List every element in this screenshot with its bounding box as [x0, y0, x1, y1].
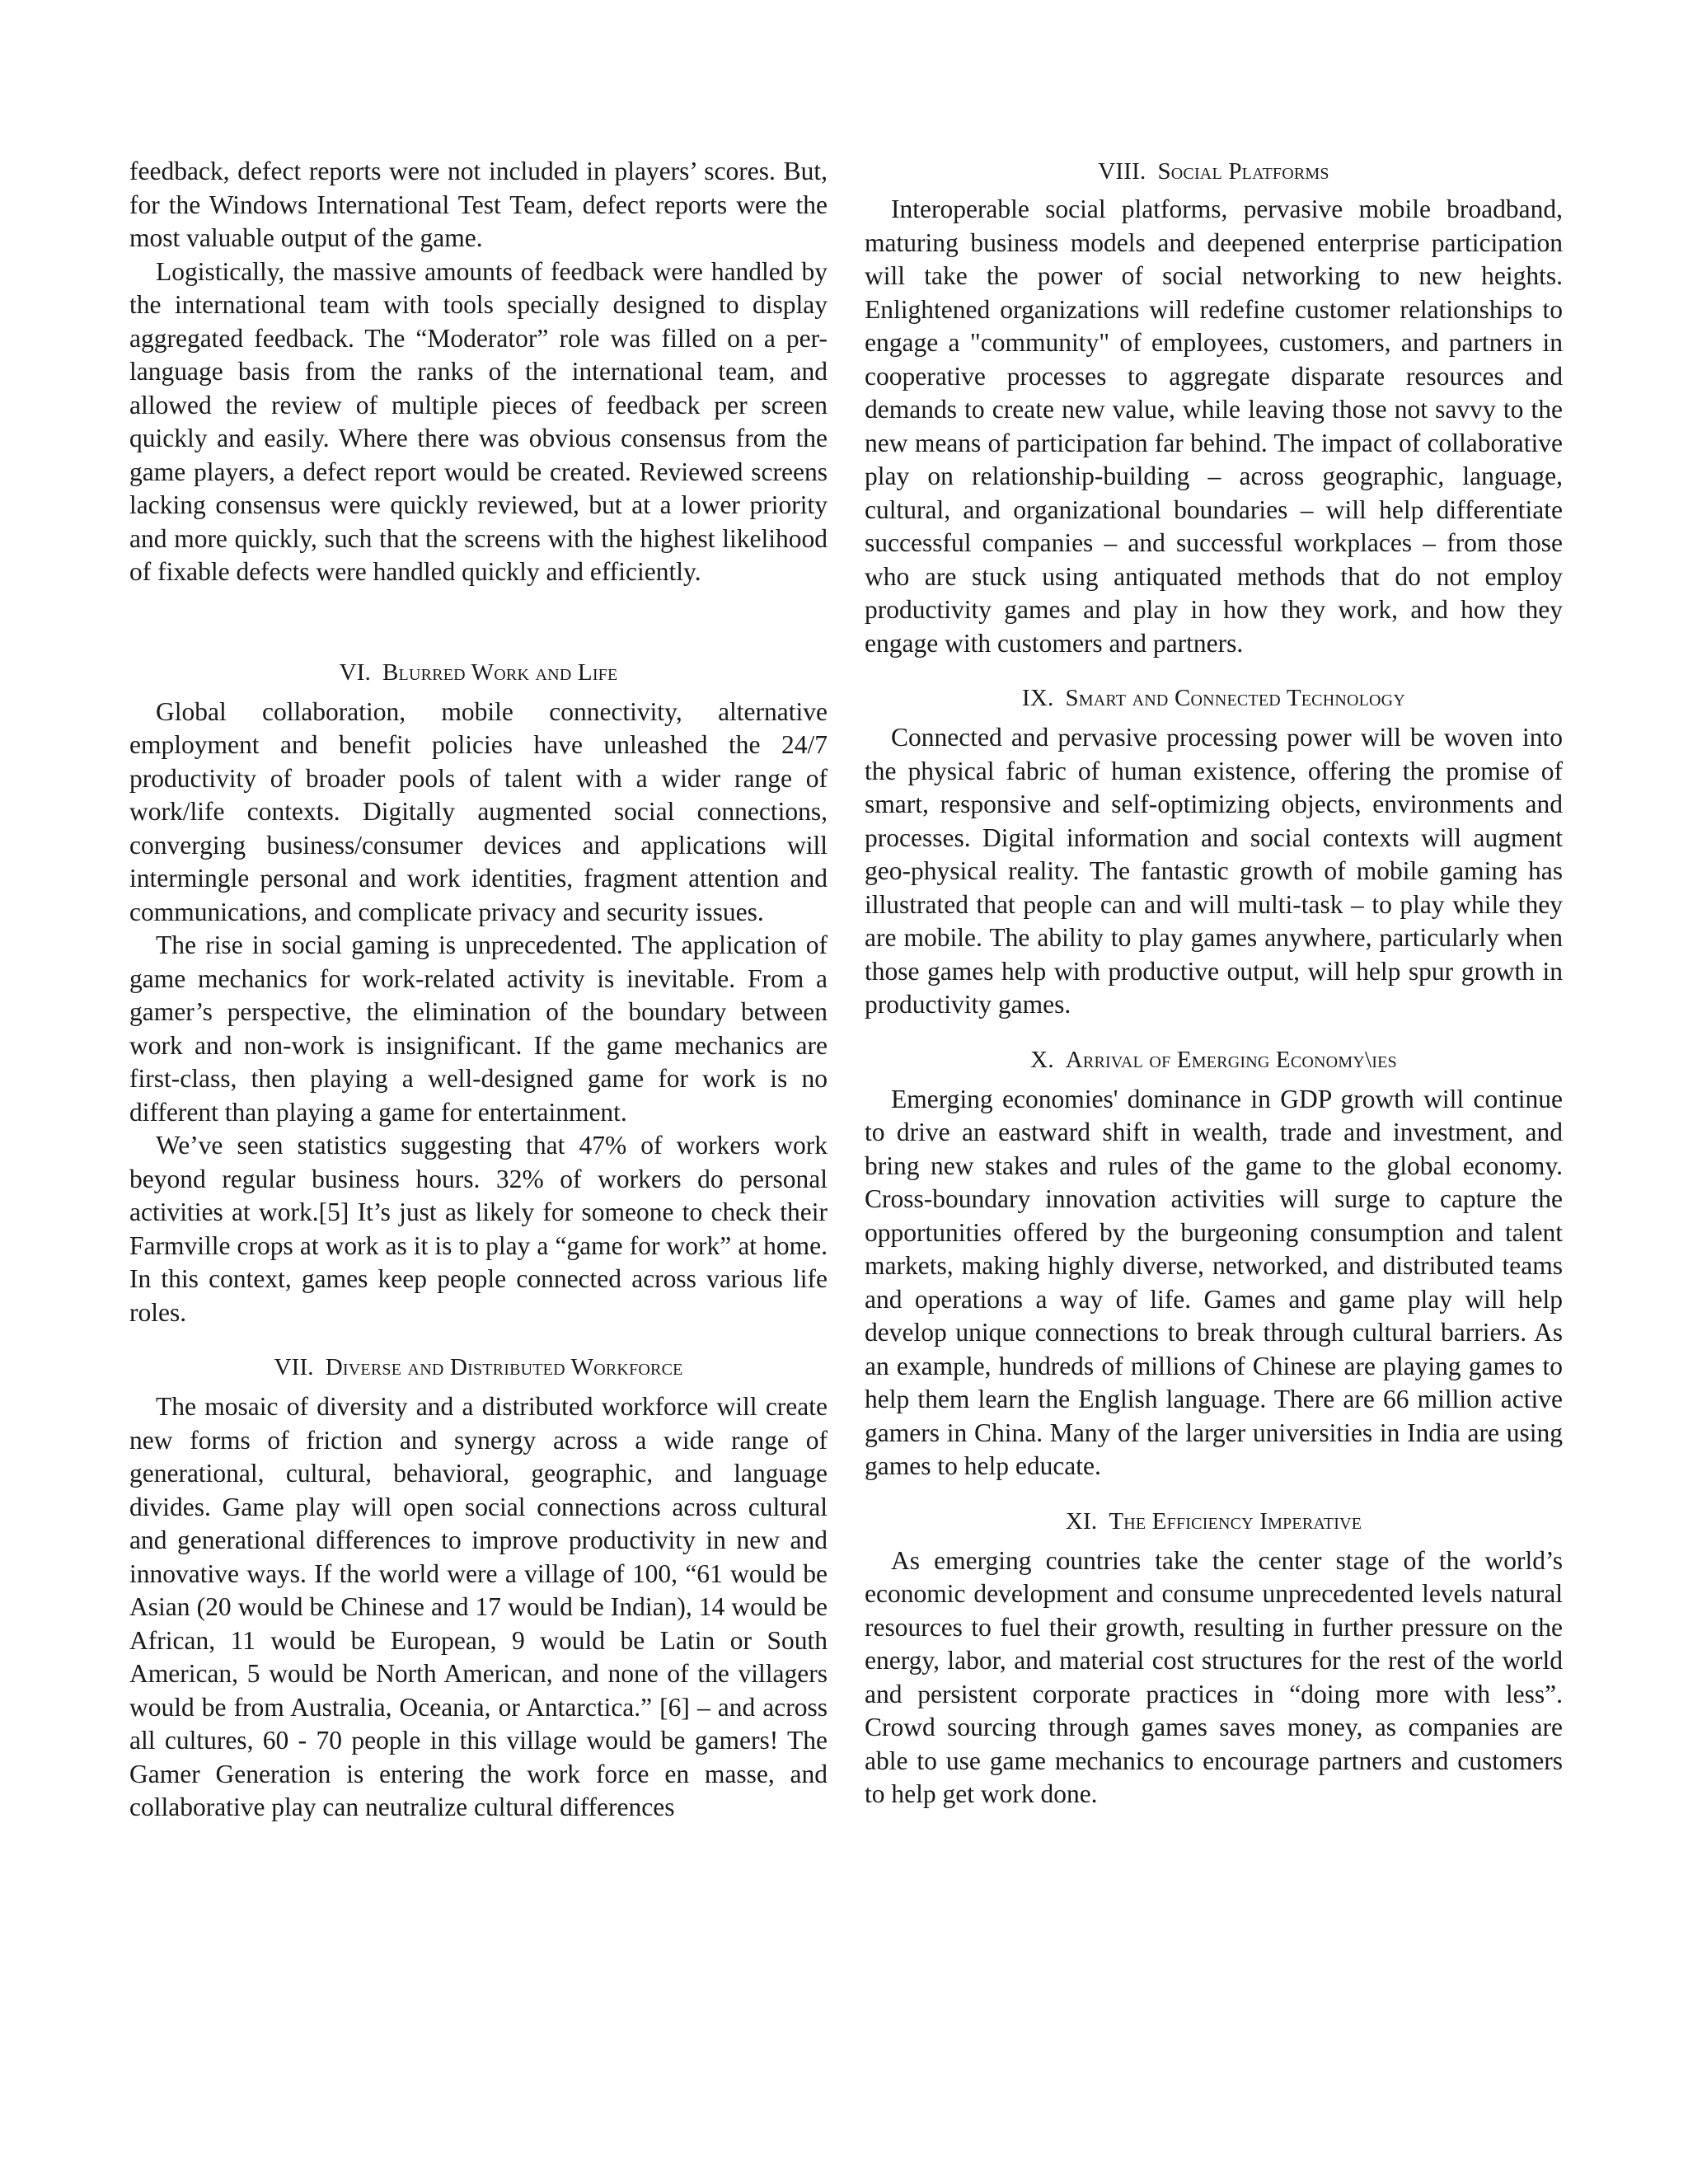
intro-paragraph-continued: feedback, defect reports were not included in players’ scores. But, for the Windows International Test Team, defect reports were the most valuable output of the game.	[129, 157, 828, 252]
section-vii-number: VII.	[274, 1354, 314, 1380]
left-column	[129, 155, 828, 1825]
section-vi-paragraph-3: We’ve seen statistics suggesting that 47% of workers work beyond regular business hours. 32% of workers do personal activities at work.[5] It’s just as likely for someone to check their Farmville crops at work as it is to play a “game for work” at home. In this context, games keep people connected across various life roles.	[129, 1131, 828, 1327]
section-vi-title: Blurred Work and Life	[382, 658, 618, 686]
section-vii-paragraph-1: The mosaic of diversity and a distributed workforce will create new forms of friction and synergy across a wide range of generational, cultural, behavioral, geographic, and language divides. Game play will open social connections across cultural and generational differences to improve productivity in new and innovative ways. If the world were a village of 100, “61 would be Asian (20 would be Chinese and 17 would be Indian), 14 would be African, 11 would be European, 9 would be Latin or South American, 5 would be North American, and none of the villagers would be from Australia, Oceania, or Antarctica.” [6] – and across all cultures, 60 - 70 people in this village would be gamers! The Gamer Generation is entering the work force en masse, and collaborative play can neutralize cultural differences	[129, 1392, 828, 1821]
right-column	[865, 155, 1563, 1811]
section-vi-paragraph-1: Global collaboration, mobile connectivity, alternative employment and benefit policies have unleashed the 24/7 productivity of broader pools of talent with a wider range of work/life contexts. Digitally augmented social connections, converging business/consumer devices and applications will intermingle personal and work identities, fragment attention and communications, and complicate privacy and security issues.	[129, 696, 828, 926]
intro-paragraph-logistics: Logistically, the massive amounts of feedback were handled by the international team with tools specially designed to display aggregated feedback. The “Moderator” role was filled on a per-language basis from the ranks of the international team, and allowed the review of multiple pieces of feedback per screen quickly and easily. Where there was obvious consensus from the game players, a defect report would be created. Reviewed screens lacking consensus were quickly reviewed, but at a lower priority and more quickly, such that the screens with the highest likelihood of fixable defects were handled quickly and efficiently.	[129, 256, 828, 586]
section-vi-paragraph-2: The rise in social gaming is unprecedented. The application of game mechanics for work-related activity is inevitable. From a gamer’s perspective, the elimination of the boundary between work and non-work is insignificant. If the game mechanics are first-class, then playing a well-designed game for work is no different than playing a game for entertainment.	[129, 930, 828, 1127]
section-vii-title: Diverse and Distributed Workforce	[325, 1354, 683, 1380]
section-vii-heading	[129, 1351, 828, 1384]
section-x-title: Arrival of Emerging Economy\ies	[1065, 1046, 1397, 1073]
section-ix-heading	[865, 682, 1563, 715]
section-xi-paragraph-1: As emerging countries take the center stage of the world’s economic development and consume unprecedented levels natural resources to fuel their growth, resulting in further pressure on the energy, labor, and material cost structures for the rest of the world and persistent corporate practices in “doing more with less”. Crowd sourcing through games saves money, as companies are able to use game mechanics to encourage partners and customers to help get work done.	[865, 1545, 1563, 1808]
section-x-heading	[865, 1043, 1563, 1076]
section-xi-heading	[865, 1505, 1563, 1538]
section-vi-heading	[129, 656, 828, 689]
section-viii-heading	[865, 155, 1563, 188]
section-x-number: X.	[1030, 1046, 1054, 1073]
section-ix-number: IX.	[1022, 685, 1054, 711]
section-xi-number: XI.	[1065, 1507, 1098, 1535]
section-ix-paragraph-1: Connected and pervasive processing power will be woven into the physical fabric of human existence, offering the promise of smart, responsive and self-optimizing objects, environments and processes. Digital information and social contexts will augment geo-physical reality. The fantastic growth of mobile gaming has illustrated that people can and will multi-task – to play while they are mobile. The ability to play games anywhere, particularly when those games help with productive output, will help spur growth in productivity games.	[865, 723, 1563, 1019]
section-x-paragraph-1: Emerging economies' dominance in GDP growth will continue to drive an eastward shift in wealth, trade and investment, and bring new stakes and rules of the game to the global economy. Cross-boundary innovation activities will surge to capture the opportunities offered by the burgeoning consumption and talent markets, making highly diverse, networked, and distributed teams and operations a way of life. Games and game play will help develop unique connections to break through cultural barriers. As an example, hundreds of millions of Chinese are playing games to help them learn the English language. There are 66 million active gamers in China. Many of the larger universities in India are using games to help educate.	[865, 1084, 1563, 1480]
section-viii-title: Social Platforms	[1157, 158, 1329, 185]
section-vi-number: VI.	[339, 658, 372, 686]
section-viii-paragraph-1: Interoperable social platforms, pervasive mobile broadband, maturing business models and deepened enterprise participation will take the power of social networking to new heights. Enlightened organizations will redefine customer relationships to engage a "community" of employees, customers, and partners in cooperative processes to aggregate disparate resources and demands to create new value, while leaving those not savvy to the new means of participation far behind. The impact of collaborative play on relationship-building – across geographic, language, cultural, and organizational boundaries – will help differentiate successful companies – and successful workplaces – from those who are stuck using antiquated methods that do not employ productivity games and play in how they work, and how they engage with customers and partners.	[865, 194, 1563, 658]
section-viii-number: VIII.	[1098, 158, 1146, 185]
section-ix-title: Smart and Connected Technology	[1065, 685, 1405, 711]
section-xi-title: The Efficiency Imperative	[1109, 1507, 1362, 1535]
